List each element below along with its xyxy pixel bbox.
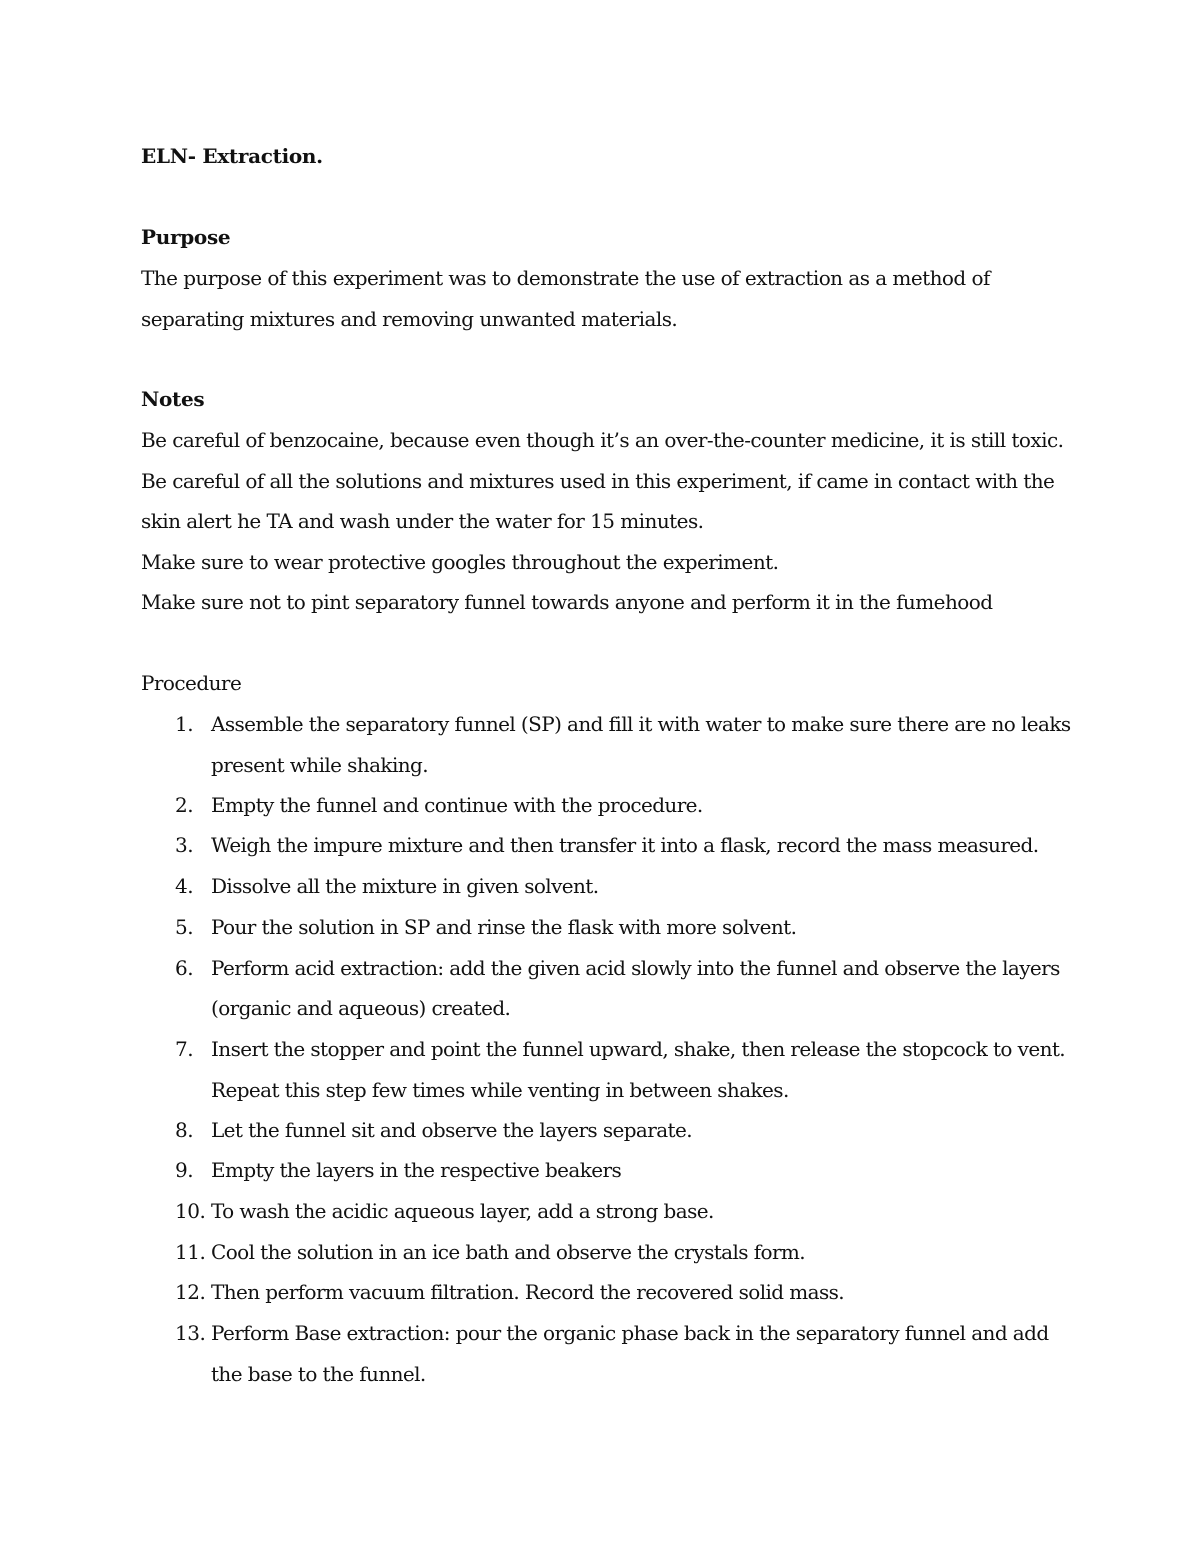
notes-heading: Notes [141, 387, 205, 411]
notes-line: Make sure to wear protective googles throughout the experiment. [141, 550, 779, 574]
notes-line: Be careful of all the solutions and mixtures used in this experiment, if came in contact with the [141, 469, 1055, 493]
list-item-number: 3. [175, 833, 194, 857]
list-item-number: 13. [175, 1321, 206, 1345]
procedure-heading: Procedure [141, 671, 242, 695]
list-item-number: 2. [175, 793, 194, 817]
list-item: Dissolve all the mixture in given solvent. [211, 874, 599, 898]
list-item-number: 8. [175, 1118, 194, 1142]
list-item-number: 11. [175, 1240, 206, 1264]
list-item: present while shaking. [211, 753, 428, 777]
list-item: Cool the solution in an ice bath and observe the crystals form. [211, 1240, 806, 1264]
list-item-number: 5. [175, 915, 194, 939]
purpose-heading: Purpose [141, 225, 231, 249]
purpose-line: The purpose of this experiment was to demonstrate the use of extraction as a method of [141, 266, 990, 290]
list-item: Then perform vacuum filtration. Record the recovered solid mass. [211, 1280, 845, 1304]
list-item: Perform acid extraction: add the given acid slowly into the funnel and observe the layers [211, 956, 1060, 980]
list-item: Empty the layers in the respective beakers [211, 1158, 622, 1182]
notes-line: skin alert he TA and wash under the water for 15 minutes. [141, 509, 704, 533]
notes-line: Be careful of benzocaine, because even though it’s an over-the-counter medicine, it is still toxic. [141, 428, 1064, 452]
list-item: Let the funnel sit and observe the layers separate. [211, 1118, 692, 1142]
list-item-number: 4. [175, 874, 194, 898]
list-item: Insert the stopper and point the funnel upward, shake, then release the stopcock to vent. [211, 1037, 1066, 1061]
list-item: Perform Base extraction: pour the organic phase back in the separatory funnel and add [211, 1321, 1049, 1345]
list-item-number: 10. [175, 1199, 206, 1223]
list-item: Assemble the separatory funnel (SP) and fill it with water to make sure there are no leaks [211, 712, 1071, 736]
document-title: ELN- Extraction. [141, 144, 323, 168]
list-item: Empty the funnel and continue with the procedure. [211, 793, 703, 817]
list-item: the base to the funnel. [211, 1362, 426, 1386]
list-item-number: 6. [175, 956, 194, 980]
list-item-number: 7. [175, 1037, 194, 1061]
list-item: Pour the solution in SP and rinse the flask with more solvent. [211, 915, 797, 939]
list-item: (organic and aqueous) created. [211, 996, 511, 1020]
notes-line: Make sure not to pint separatory funnel towards anyone and perform it in the fumehood [141, 590, 993, 614]
list-item-number: 12. [175, 1280, 206, 1304]
list-item: Repeat this step few times while venting in between shakes. [211, 1078, 789, 1102]
purpose-line: separating mixtures and removing unwanted materials. [141, 307, 678, 331]
list-item-number: 9. [175, 1158, 194, 1182]
list-item: To wash the acidic aqueous layer, add a strong base. [211, 1199, 714, 1223]
list-item-number: 1. [175, 712, 194, 736]
list-item: Weigh the impure mixture and then transfer it into a flask, record the mass measured. [211, 833, 1039, 857]
